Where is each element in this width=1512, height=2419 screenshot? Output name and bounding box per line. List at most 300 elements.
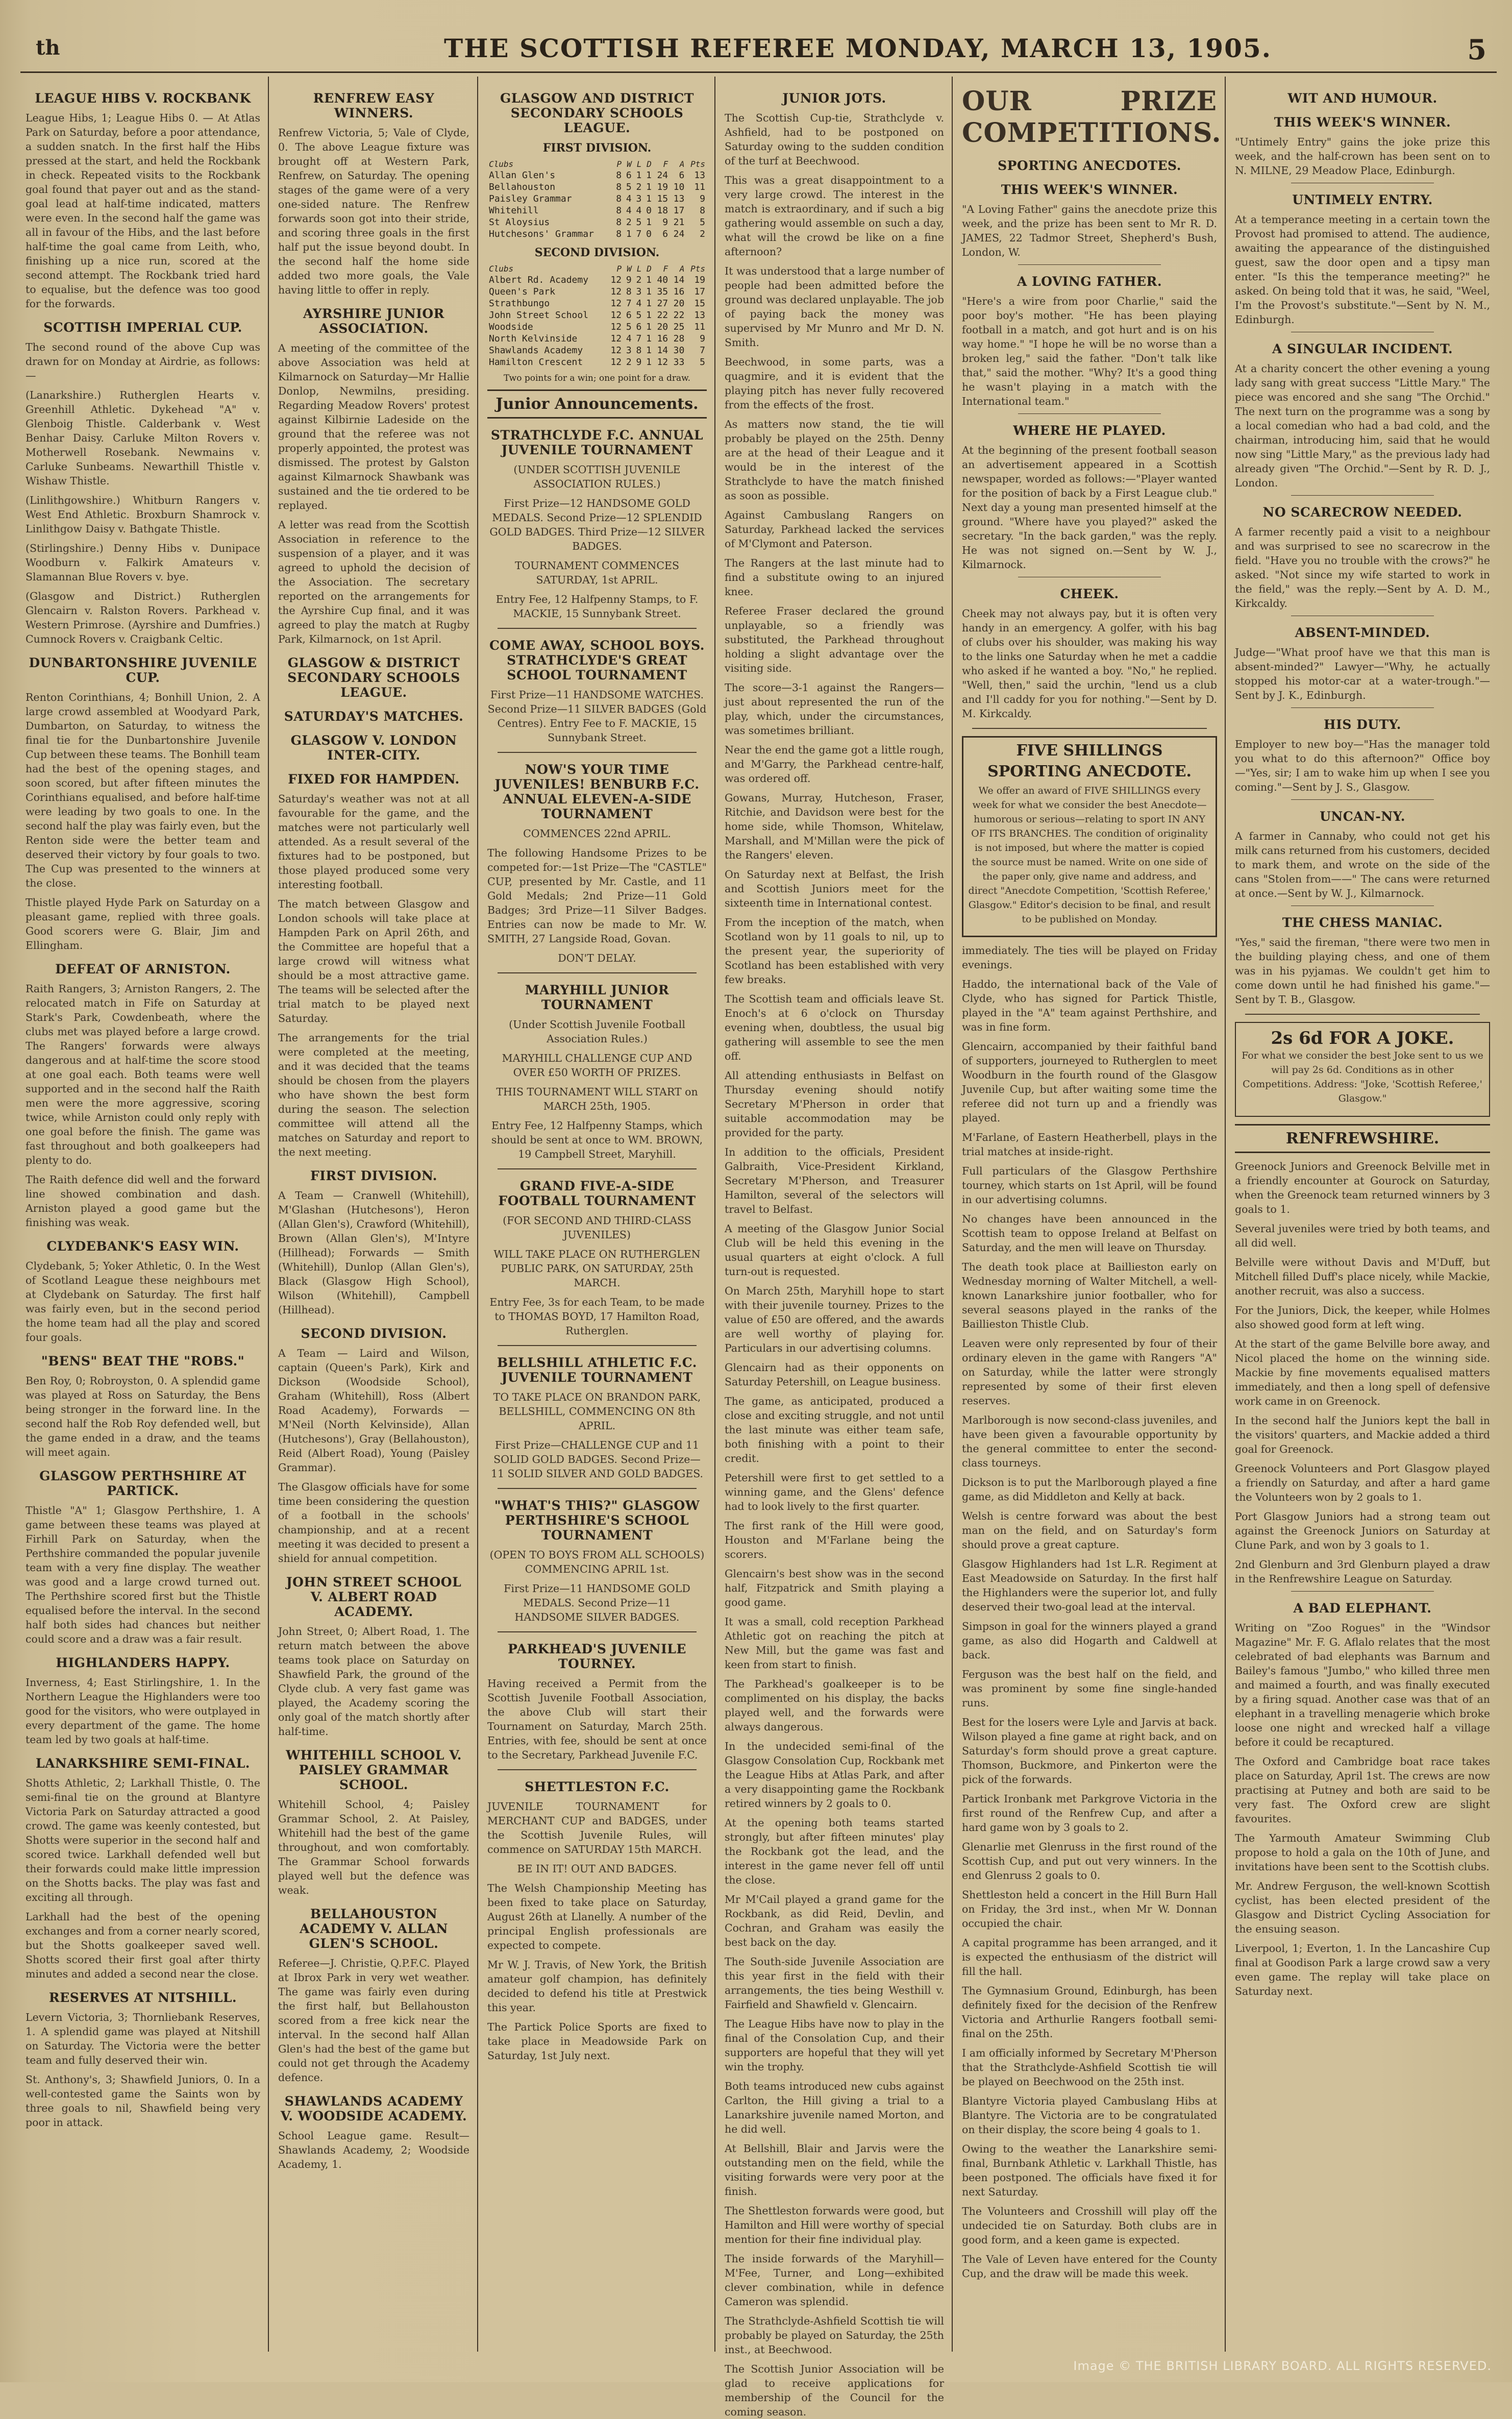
masthead-rule — [20, 71, 1497, 73]
article-paragraph: Mr W. J. Travis, of New York, the British amateur golf champion, has definitely decided to defend his title at Prestwick this year. — [487, 1959, 707, 2014]
table-cell: 7 — [636, 333, 642, 344]
table-header-cell: P — [616, 264, 622, 274]
article-paragraph: It was a small, cold reception Parkhead Athletic got on reaching the pitch at New Mill, but the game was fast and keen from start to finish. — [725, 1616, 944, 1671]
table-cell: 1 — [646, 182, 652, 192]
article-heading: GLASGOW & DISTRICT SECONDARY SCHOOLS LEAGUE. — [287, 655, 460, 700]
table-cell: 24 — [673, 229, 685, 239]
table-cell: 9 — [626, 275, 632, 285]
renfrewshire-news — [1235, 1159, 1490, 1998]
article-heading: THIS WEEK'S WINNER. — [1001, 182, 1178, 197]
article-heading: WIT AND HUMOUR. — [1287, 91, 1437, 106]
table-row — [487, 356, 707, 368]
table-cell: 28 — [673, 333, 685, 344]
article-paragraph: Beechwood, in some parts, was a quagmire, and it is evident that the playing pitch has never fully recovered from the effects of the frost. — [725, 356, 944, 411]
table-cell: 19 — [694, 275, 705, 285]
table-cell: 0 — [646, 205, 652, 216]
article-paragraph: Shotts Athletic, 2; Larkhall Thistle, 0. The semi-final tie on the ground at Blantyre Victoria Park on Saturday attracted a good crowd. The game was keenly contested, but Shotts were superior in the second half and scored twice. Larkhall defended well but their forwards could make little impression on the Shotts backs. The play was fast and exciting all through. — [26, 1777, 260, 1903]
article-paragraph: (Glasgow and District.) Rutherglen Glencairn v. Ralston Rovers. Parkhead v. Western Primrose. (Ayrshire and Dumfries.) Cumnock Rovers v. Craigbank Celtic. — [26, 590, 260, 645]
first-division-heading: FIRST DIVISION. — [542, 141, 652, 155]
article-paragraph: On March 25th, Maryhill hope to start with their juvenile tourney. Prizes to the value of £50 are offered, and the awards are well worthy of playing for. Particulars in our advertising columns. — [725, 1285, 944, 1354]
article-paragraph: The Partick Police Sports are fixed to take place in Meadowside Park on Saturday, 1st July next. — [487, 2021, 707, 2062]
table-cell: 5 — [636, 310, 642, 321]
article-paragraph: Thistle played Hyde Park on Saturday on a pleasant game, replied with three goals. Good scorers were G. Blair, Jim and Ellingham. — [26, 896, 260, 951]
article-heading: SCOTTISH IMPERIAL CUP. — [43, 320, 242, 335]
notice-line: First Prize—11 HANDSOME WATCHES. Second Prize—11 SILVER BADGES (Gold Centres). Entry Fee to F. MACKIE, 15 Sunnybank Street. — [487, 689, 707, 744]
prize-competitions-heading: OUR PRIZE COMPETITIONS. — [962, 86, 1222, 149]
article-paragraph: The Scottish Cup-tie, Strathclyde v. Ashfield, had to be postponed on Saturday owing to the sudden condition of the turf at Beechwood. — [725, 112, 944, 167]
table-cell: 3 — [626, 345, 632, 356]
notice-line: First Prize—CHALLENGE CUP and 11 SOLID GOLD BADGES. Second Prize—11 SOLID SILVER AND GOLD BADGES. — [490, 1439, 704, 1480]
article-paragraph: This was a great disappointment to a very large crowd. The interest in the match is extraordinary, and if such a big gathering would assemble on such a day, what will the crowd be like on a fine afternoon? — [725, 174, 944, 258]
table-cell: 25 — [673, 322, 685, 332]
article-paragraph: Ferguson was the best half on the field, and was prominent by some fine single-handed runs. — [962, 1668, 1217, 1709]
article-paragraph: The Yarmouth Amateur Swimming Club propose to hold a gala on the 10th of June, and invitations have been sent to the Scottish clubs. — [1235, 1832, 1490, 1873]
table-cell: 5 — [636, 217, 642, 228]
table-cell: 18 — [657, 205, 668, 216]
table-cell: 1 — [646, 322, 652, 332]
article-paragraph: Whitehill School, 4; Paisley Grammar School, 2. At Paisley, Whitehill had the best of the game throughout, and won comfortably. The Grammar School forwards played well but the defence was weak. — [278, 1798, 469, 1896]
article-paragraph: Dickson is to put the Marlborough played a fine game, as did Middleton and Kelly at back. — [962, 1476, 1217, 1503]
article-heading: THIS WEEK'S WINNER. — [1274, 115, 1451, 130]
article-paragraph: Employer to new boy—"Has the manager told you what to do this afternoon?" Office boy—"Yes, sir; I am to wake him up when I see you coming."—Sent by J. S., Glasgow. — [1235, 738, 1490, 793]
table-cell: Allan Glen's — [489, 170, 556, 181]
article-paragraph: Greenock Volunteers and Port Glasgow played a friendly on Saturday, and after a hard game the Volunteers won by 2 goals to 1. — [1235, 1462, 1490, 1503]
table-cell: 12 — [657, 357, 668, 368]
joke-box-title: 2s 6d FOR A JOKE. — [1271, 1028, 1454, 1048]
table-cell: 22 — [657, 310, 668, 321]
notice-line: MARYHILL CHALLENGE CUP AND OVER £50 WORTH OF PRIZES. — [502, 1052, 692, 1079]
table-row — [487, 274, 707, 286]
divider — [1245, 1014, 1480, 1015]
table-cell: 6 — [679, 170, 685, 181]
article-paragraph: A farmer in Cannaby, who could not get his milk cans returned from his customers, decided to mark them, and wrote on the side of the cans "Stolen from——" The cans were returned at once.—Sent by W. J., Kilmarnock. — [1235, 830, 1490, 899]
article-paragraph: At Bellshill, Blair and Jarvis were the outstanding men on the field, while the visiting forwards were very poor at the finish. — [725, 2142, 944, 2197]
table-cell: 9 — [700, 193, 705, 204]
table-cell: 1 — [646, 275, 652, 285]
article-heading: DUNBARTONSHIRE JUVENILE CUP. — [29, 655, 257, 685]
table-row — [487, 345, 707, 356]
article-paragraph: (Stirlingshire.) Denny Hibs v. Dunipace Woodburn v. Falkirk Amateurs v. Slamannan Blue Rovers v. bye. — [26, 542, 260, 583]
article-heading: AYRSHIRE JUNIOR ASSOCIATION. — [303, 306, 444, 336]
article-paragraph: Cheek may not always pay, but it is often very handy in an emergency. A golfer, with his bag of clubs over his shoulder, was making his way to the links one Saturday when he met a caddie who asked if he wanted a boy. "No," he replied. "Well, then," said the urchin, "lend us a club and I'll caddy for you for nothing."—Sent by D. M. Kirkcaldy. — [962, 607, 1217, 720]
article-paragraph: Thistle "A" 1; Glasgow Perthshire, 1. A game between these teams was played at Firhill Park on Saturday, when the Perthshire commanded the popular juvenile team with a very fine display. The weather was good and a large crowd turned out. The Perthshire scored first but the Thistle equalised before the interval. In the second half both sides had chances but neither could score and a draw was a fair result. — [26, 1504, 260, 1645]
table-cell: 1 — [646, 286, 652, 297]
section-banner: Junior Announcements. — [487, 389, 707, 419]
notice-line: Entry Fee, 12 Halfpenny Stamps, which should be sent at once to WM. BROWN, 19 Campbell Street, Maryhill. — [491, 1119, 703, 1160]
article-paragraph: Glasgow Highlanders had 1st L.R. Regiment at East Meadowside on Saturday. In the first half the Highlanders were the superior lot, and fully deserved their two-goal lead at the interval. — [962, 1558, 1217, 1613]
table-cell: 6 — [626, 170, 632, 181]
notice-line: THIS TOURNAMENT WILL START on MARCH 25th, 1905. — [496, 1086, 698, 1112]
table-cell: Shawlands Academy — [489, 345, 583, 356]
table-cell: 2 — [636, 182, 642, 192]
article-heading: LEAGUE HIBS V. ROCKBANK — [35, 91, 251, 106]
article-paragraph: The match between Glasgow and London schools will take place at Hampden Park on April 26th, and the Committee are hopeful that a large crowd will witness what should be a most attractive game. The teams will be selected after the trial match to be played next Saturday. — [278, 898, 469, 1024]
article-paragraph: Ben Roy, 0; Robroyston, 0. A splendid game was played at Ross on Saturday, the Bens being stronger in the forward line. In the second half the Rob Roy defended well, but the game ended in a draw, and the teams will meet again. — [26, 1375, 260, 1458]
article-paragraph: Having received a Permit from the Scottish Juvenile Football Association, the above Club will start their Tournament on Saturday, March 25th. Entries, with fee, should be sent at once to the Secretary, Parkhead Juvenile F.C. — [487, 1677, 707, 1761]
article-paragraph: At the start of the game Belville bore away, and Nicol placed the home on the winning side. Mackie by fine movements equalised matters immediately, and then a long spell of defensive work came in on Greenock. — [1235, 1338, 1490, 1407]
article-heading: NO SCARECROW NEEDED. — [1262, 505, 1463, 520]
table-cell: 4 — [626, 205, 632, 216]
table-row — [487, 169, 707, 181]
league-table-second-division — [487, 263, 707, 368]
table-cell: 15 — [694, 298, 705, 309]
article-heading: SPORTING ANECDOTES. — [998, 158, 1181, 173]
article-paragraph: Against Cambuslang Rangers on Saturday, Parkhead lacked the services of M'Clymont and Paterson. — [725, 509, 944, 550]
article-paragraph: A meeting of the committee of the above Association was held at Kilmarnock on Saturday—Mr Hallie Donlop, Newmilns, presiding. Regarding Meadow Rovers' protest against Kilbirnie Ladeside on the ground that the referee was not properly appointed, the protest was dismissed. The protest by Galston against Kilmarnock Shawbank was sustained and the tie ordered to be replayed. — [278, 342, 469, 511]
article-heading: BELLSHILL ATHLETIC F.C. JUVENILE TOURNAMENT — [497, 1355, 697, 1385]
table-cell: 12 — [610, 310, 622, 321]
announcements — [487, 389, 707, 2063]
divider — [1291, 495, 1434, 496]
article-paragraph: Mr. Andrew Ferguson, the well-known Scottish cyclist, has been elected president of the Glasgow and District Cycling Association for the ensuing season. — [1235, 1880, 1490, 1935]
notice-line: (Under Scottish Juvenile Football Association Rules.) — [509, 1018, 685, 1045]
table-cell: 5 — [626, 322, 632, 332]
article-paragraph: M'Farlane, of Eastern Heatherbell, plays in the trial matches at inside-right. — [962, 1131, 1217, 1158]
table-cell: Paisley Grammar — [489, 193, 572, 204]
article-paragraph: The following Handsome Prizes to be competed for:—1st Prize—The "CASTLE" CUP, presented by Mr. Castle, and 11 Gold Medals; 2nd Prize—11 Gold Badges; 3rd Prize—11 Silver Badges. Entries can now be made to Mr. W. SMITH, 27 Langside Road, Govan. — [487, 847, 707, 945]
table-cell: 17 — [673, 205, 685, 216]
column-3 — [487, 82, 707, 2352]
article-paragraph: I am officially informed by Secretary M'Pherson that the Strathclyde-Ashfield Scottish tie will be played on Beechwood on the 25th inst. — [962, 2047, 1217, 2088]
table-cell: 7 — [626, 298, 632, 309]
article-heading: GLASGOW V. LONDON INTER-CITY. — [290, 733, 457, 763]
article-paragraph: (Lanarkshire.) Rutherglen Hearts v. Greenhill Athletic. Dykehead "A" v. Glenboig Thistle. Calderbank v. West Benhar Daisy. Carluke Milton Rovers v. Motherwell Rosebank. Newmains v. Carluke Sunbeams. Newarthill Thistle v. Wishaw Thistle. — [26, 389, 260, 487]
article-paragraph: The Rangers at the last minute had to find a substitute owing to an injured knee. — [725, 557, 944, 598]
article-heading: HIGHLANDERS HAPPY. — [56, 1655, 230, 1670]
table-cell: St Aloysius — [489, 217, 550, 228]
table-cell: Strathbungo — [489, 298, 550, 309]
joke-competition-box — [1235, 1022, 1490, 1117]
table-row — [487, 205, 707, 216]
article-heading: FIXED FOR HAMPDEN. — [288, 772, 460, 787]
table-cell: 13 — [694, 310, 705, 321]
table-row — [487, 321, 707, 333]
notice-line: (FOR SECOND AND THIRD-CLASS JUVENILES) — [503, 1214, 691, 1241]
article-heading: A SINGULAR INCIDENT. — [1272, 341, 1453, 356]
article-paragraph: Glencairn's best show was in the second half, Fitzpatrick and Smith playing a good game. — [725, 1568, 944, 1608]
article-paragraph: A meeting of the Glasgow Junior Social Club will be held this evening in the usual quarters at eight o'clock. A full turn-out is requested. — [725, 1223, 944, 1278]
table-header-cell: Pts — [690, 159, 705, 169]
table-cell: 12 — [610, 298, 622, 309]
notice-line: COMMENCES 22nd APRIL. — [523, 827, 671, 840]
article-paragraph: "Untimely Entry" gains the joke prize this week, and the half-crown has been sent on to N. MILNE, 29 Meadow Place, Edinburgh. — [1235, 136, 1490, 177]
table-cell: 1 — [646, 310, 652, 321]
article-paragraph: The second round of the above Cup was drawn for on Monday at Airdrie, as follows:— — [26, 341, 260, 382]
anecdotes-section — [962, 158, 1217, 729]
article-heading: THE CHESS MANIAC. — [1282, 915, 1443, 930]
table-cell: 4 — [626, 333, 632, 344]
article-heading: "BENS" BEAT THE "ROBS." — [41, 1354, 245, 1369]
notice-line: DON'T DELAY. — [558, 952, 636, 964]
article-paragraph: Referee Fraser declared the ground unplayable, so a friendly was substituted, the Parkhead throughout holding a slight advantage over the visiting side. — [725, 605, 944, 674]
article-paragraph: The Glasgow officials have for some time been considering the question of a football in the schools' championship, and at a recent meeting it was decided to present a shield for annual competition. — [278, 1481, 469, 1565]
article-heading: MARYHILL JUNIOR TOURNAMENT — [525, 983, 670, 1012]
notice-line: WILL TAKE PLACE ON RUTHERGLEN PUBLIC PARK, ON SATURDAY, 25th MARCH. — [493, 1248, 701, 1289]
article-paragraph: Simpson in goal for the winners played a grand game, as also did Hogarth and Caldwell at back. — [962, 1620, 1217, 1661]
schools-league-heading: GLASGOW AND DISTRICT SECONDARY SCHOOLS LEAGUE. — [500, 91, 694, 135]
notice-line: TO TAKE PLACE ON BRANDON PARK, BELLSHILL, COMMENCING ON 8th APRIL. — [493, 1391, 701, 1432]
table-cell: 14 — [673, 275, 685, 285]
table-cell: 1 — [646, 345, 652, 356]
table-cell: 11 — [694, 182, 705, 192]
anecdote-competition-box — [962, 736, 1217, 937]
table-cell: 33 — [673, 357, 685, 368]
article-paragraph: A farmer recently paid a visit to a neighbour and was surprised to see no scarecrow in the field. "Have you no trouble with the crows?" he asked. "Not since my wife started to work in the field," was the reply.—Sent by A. D. M., Kirkcaldy. — [1235, 526, 1490, 609]
table-cell: 30 — [673, 345, 685, 356]
divider — [498, 1345, 697, 1346]
table-cell: 1 — [646, 217, 652, 228]
notice-line: TOURNAMENT COMMENCES SATURDAY, 1st APRIL. — [514, 559, 680, 586]
column-rule — [477, 77, 478, 2352]
table-cell: 4 — [626, 193, 632, 204]
second-division-heading: SECOND DIVISION. — [534, 246, 660, 259]
table-cell: 16 — [673, 286, 685, 297]
article-paragraph: The score—3-1 against the Rangers—just about represented the run of the play, which, under the circumstances, was sometimes brilliant. — [725, 681, 944, 737]
article-paragraph: Best for the losers were Lyle and Jarvis at back. Wilson played a fine game at right back, and on Saturday's form should prove a great capture. Thomson, Buckmore, and Pinkerton were the pick of the forwards. — [962, 1716, 1217, 1786]
article-paragraph: Glencairn had as their opponents on Saturday Petershill, on League business. — [725, 1361, 944, 1388]
anecdote-box-subtitle: SPORTING ANECDOTE. — [987, 763, 1192, 780]
article-heading: ABSENT-MINDED. — [1295, 625, 1430, 640]
article-heading: CLYDEBANK'S EASY WIN. — [46, 1239, 239, 1254]
table-cell: 24 — [657, 170, 668, 181]
table-cell: 8 — [616, 205, 622, 216]
article-paragraph: immediately. The ties will be played on Friday evenings. — [962, 944, 1217, 971]
article-paragraph: JUVENILE TOURNAMENT for MERCHANT CUP and BADGES, under the Scottish Juvenile Rules, will commence on SATURDAY 15th MARCH. — [487, 1800, 707, 1855]
table-cell: 35 — [657, 286, 668, 297]
article-paragraph: In the undecided semi-final of the Glasgow Consolation Cup, Rockbank met the League Hibs at Atlas Park, and after a very disappointing game the Rockbank retired winners by 2 goals to 0. — [725, 1740, 944, 1810]
article-paragraph: A letter was read from the Scottish Association in reference to the suspension of a player, and it was agreed to uphold the decision of the Association. The secretary reported on the arrangements for the Ayrshire Cup final, and it was agreed to play the match at Rugby Park, Kilmarnock, on 1st April. — [278, 519, 469, 645]
table-cell: 20 — [657, 322, 668, 332]
article-paragraph: Judge—"What proof have we that this man is absent-minded?" Lawyer—"Why, he actually stopped his motor-car at a water-trough."—Sent by J. K., Edinburgh. — [1235, 646, 1490, 701]
article-heading: RESERVES AT NITSHILL. — [48, 1990, 237, 2005]
table-cell: 6 — [626, 310, 632, 321]
page-number: 5 — [1467, 33, 1486, 66]
table-cell: Hamilton Crescent — [489, 357, 583, 368]
article-paragraph: Several juveniles were tried by both teams, and all did well. — [1235, 1223, 1490, 1249]
article-paragraph: Inverness, 4; East Stirlingshire, 1. In the Northern League the Highlanders were too good for the visitors, who were outplayed in every department of the game. The home team led by two goals at half-time. — [26, 1676, 260, 1746]
table-row — [487, 286, 707, 298]
article-paragraph: "Here's a wire from poor Charlie," said the poor boy's mother. "He has been playing football in a match, and got hurt and is on his way home." "I hope he will be no worse than a broken leg," said the father. "Don't talk like that," said the mother. "Why? It's a good thing he wasn't playing in a match with the International team." — [962, 295, 1217, 407]
column-rule — [714, 77, 715, 2352]
table-cell: 19 — [657, 182, 668, 192]
article-paragraph: Welsh is centre forward was about the best man on the field, and on Saturday's form should prove a great capture. — [962, 1510, 1217, 1551]
divider — [498, 1168, 697, 1169]
article-heading: HIS DUTY. — [1324, 717, 1401, 732]
table-cell: 17 — [694, 286, 705, 297]
table-row — [487, 216, 707, 228]
table-cell: 7 — [636, 229, 642, 239]
article-heading: NOW'S YOUR TIME JUVENILES! BENBURB F.C. ANNUAL ELEVEN-A-SIDE TOURNAMENT — [494, 762, 700, 821]
article-paragraph: Raith Rangers, 3; Arniston Rangers, 2. The relocated match in Fife on Saturday at Stark's Park, Cowdenbeath, where the clubs met was played before a large crowd. The Rangers' forwards were always dangerous and at half-time the score stood at one goal each. Both teams were well supported and in the second half the Raith men were the more aggressive, scoring twice, while Arniston could only reply with one goal before the finish. The game was fast throughout and both goalkeepers had plenty to do. — [26, 983, 260, 1166]
article-heading: JOHN STREET SCHOOL V. ALBERT ROAD ACADEMY. — [286, 1575, 462, 1619]
table-cell: 15 — [657, 193, 668, 204]
table-cell: 40 — [657, 275, 668, 285]
anecdote-box-body: We offer an award of FIVE SHILLINGS every week for what we consider the best Anecdote—humorous or serious—relating to sport IN ANY OF ITS BRANCHES. The condition of originality is not imposed, but where the matter is copied the source must be named. Write on one side of the paper only, give name and address, and direct "Anecdote Competition, 'Scottish Referee,' Glasgow." Editor's decision to be final, and result to be published on Monday. — [968, 785, 1211, 925]
table-cell: 2 — [700, 229, 705, 239]
article-paragraph: As matters now stand, the tie will probably be played on the 25th. Denny are at the head of their League and it would be in the interest of the Strathclyde to have the match finished as soon as possible. — [725, 418, 944, 502]
column-6 — [1235, 82, 1490, 2352]
joke-box-body: For what we consider the best Joke sent to us we will pay 2s 6d. Conditions as in other Competitions. Address: "Joke, 'Scottish Referee,' Glasgow." — [1242, 1050, 1483, 1104]
article-paragraph: The Shettleston forwards were good, but Hamilton and Hill were worthy of special mention for their fine individual play. — [725, 2205, 944, 2245]
article-paragraph: Port Glasgow Juniors had a strong team out against the Greenock Juniors on Saturday at Clune Park, and won by 3 goals to 1. — [1235, 1510, 1490, 1551]
article-heading: SHETTLESTON F.C. — [525, 1779, 670, 1794]
article-paragraph: Glencairn, accompanied by their faithful band of supporters, journeyed to Rutherglen to meet Woodburn in the fourth round of the Glasgow Juvenile Cup, but after waiting some time the referee did not turn up and a friendly was played. — [962, 1040, 1217, 1124]
divider — [972, 728, 1207, 729]
article-paragraph: At a temperance meeting in a certain town the Provost had promised to attend. The audience, awaiting the appearance of the distinguished guest, saw the door open and a tipsy man enter. "Is this the temperance meeting?" he asked. On being told that it was, he said, "Weel, I'm the Provost's substitute."—Sent by N. M., Edinburgh. — [1235, 213, 1490, 326]
table-row — [487, 228, 707, 240]
article-paragraph: A Team — Cranwell (Whitehill), M'Glashan (Hutchesons'), Heron (Allan Glen's), Crawford (Whitehill), Brown (Allan Glen's), M'Intyre (Hillhead); Forwards — Smith (Whitehill), Dunlop (Allan Glen's), Black (Glasgow High School), Wilson (Whitehill), Campbell (Hillhead). — [278, 1189, 469, 1316]
image-credit: Image © THE BRITISH LIBRARY BOARD. ALL RIGHTS RESERVED. — [1073, 2359, 1492, 2373]
article-heading: A LOVING FATHER. — [1017, 274, 1162, 289]
article-heading: STRATHCLYDE F.C. ANNUAL JUVENILE TOURNAMENT — [490, 428, 704, 457]
table-cell: 6 — [662, 229, 668, 239]
masthead-title: THE SCOTTISH REFEREE MONDAY, MARCH 13, 1905. — [444, 33, 1272, 63]
article-paragraph: Gowans, Murray, Hutcheson, Fraser, Ritchie, and Davidson were best for the home side, while Thomson, Whitelaw, Marshall, and M'Millan were the pick of the Rangers' eleven. — [725, 792, 944, 861]
table-cell: 22 — [673, 310, 685, 321]
table-cell: 13 — [694, 170, 705, 181]
article-paragraph: Petershill were first to get settled to a winning game, and the Glens' defence had to look lively to the first quarter. — [725, 1472, 944, 1512]
table-header-cell: F — [663, 159, 668, 169]
column-rule — [268, 77, 269, 2352]
table-cell: 3 — [636, 193, 642, 204]
article-heading: RENFREW EASY WINNERS. — [313, 91, 435, 120]
table-cell: 7 — [700, 345, 705, 356]
table-cell: 2 — [636, 275, 642, 285]
table-cell: 5 — [700, 217, 705, 228]
article-paragraph: The first rank of the Hill were good, Houston and M'Farlane being the scorers. — [725, 1520, 944, 1560]
article-heading: COME AWAY, SCHOOL BOYS. STRATHCLYDE'S GREAT SCHOOL TOURNAMENT — [489, 638, 705, 682]
table-header-cell: A — [679, 159, 685, 169]
table-note: Two points for a win; one point for a draw. — [503, 373, 691, 383]
article-heading: LANARKSHIRE SEMI-FINAL. — [36, 1756, 250, 1771]
article-paragraph: A capital programme has been arranged, and it is expected the enthusiasm of the district will fill the hall. — [962, 1937, 1217, 1977]
table-row — [487, 181, 707, 193]
article-heading: CHEEK. — [1060, 587, 1119, 601]
article-paragraph: Glenarlie met Glenruss in the first round of the Scottish Cup, and put out very winners. In the end Glenruss 2 goals to 0. — [962, 1841, 1217, 1882]
article-paragraph: Clydebank, 5; Yoker Athletic, 0. In the West of Scotland League these neighbours met at Clydebank on Saturday. The first half was fairly even, but in the second period the home team had all the play and scored four goals. — [26, 1260, 260, 1343]
table-cell: 12 — [610, 286, 622, 297]
notice-line: Entry Fee, 12 Halfpenny Stamps, to F. MACKIE, 15 Sunnybank Street. — [495, 593, 699, 620]
table-header-cell: L — [636, 264, 642, 274]
table-cell: Woodside — [489, 322, 533, 332]
column-4 — [725, 82, 944, 2418]
table-cell: Queen's Park — [489, 286, 556, 297]
article-paragraph: Leaven were only represented by four of their ordinary eleven in the game with Rangers "A" on Saturday, while the latter were strongly represented by some of their first eleven reserves. — [962, 1337, 1217, 1407]
renfrewshire-heading: RENFREWSHIRE. — [1235, 1124, 1490, 1153]
article-paragraph: Levern Victoria, 3; Thornliebank Reserves, 1. A splendid game was played at Nitshill on Saturday. The Victoria were the better team and fully deserved their win. — [26, 2011, 260, 2066]
article-paragraph: "Yes," said the fireman, "there were two men in the building playing chess, and one of them was in his pyjamas. We couldn't get him to come down until he had finished his game."—Sent by T. B., Glasgow. — [1235, 936, 1490, 1006]
article-paragraph: Owing to the weather the Lanarkshire semi-final, Burnbank Athletic v. Larkhall Thistle, has been postponed. The officials have fixed it for next Saturday. — [962, 2143, 1217, 2198]
article-paragraph: School League game. Result—Shawlands Academy, 2; Woodside Academy, 1. — [278, 2130, 469, 2170]
notice-line: (UNDER SCOTTISH JUVENILE ASSOCIATION RULES.) — [513, 463, 681, 490]
article-paragraph: All attending enthusiasts in Belfast on Thursday evening should notify Secretary M'Pherson in order that suitable accommodation may be provided for the party. — [725, 1069, 944, 1139]
article-heading: GRAND FIVE-A-SIDE FOOTBALL TOURNAMENT — [498, 1179, 696, 1208]
league-table-first-division — [487, 159, 707, 240]
table-cell: 1 — [646, 193, 652, 204]
article-heading: WHITEHILL SCHOOL V. PAISLEY GRAMMAR SCHOOL. — [286, 1748, 462, 1792]
table-cell: 8 — [616, 229, 622, 239]
table-cell: 8 — [616, 182, 622, 192]
divider — [1291, 1591, 1434, 1592]
article-paragraph: Liverpool, 1; Everton, 1. In the Lancashire Cup final at Goodison Park a large crowd saw a very even game. The replay will take place on Saturday next. — [1235, 1942, 1490, 1997]
article-heading: PARKHEAD'S JUVENILE TOURNEY. — [508, 1642, 686, 1671]
table-cell: 27 — [657, 298, 668, 309]
article-paragraph: The Welsh Championship Meeting has been fixed to take place on Saturday, August 26th at Llanelly. A number of the principal English professionals are expected to compete. — [487, 1882, 707, 1951]
article-paragraph: The League Hibs have now to play in the final of the Consolation Cup, and their supporters are hopeful that they will yet win the trophy. — [725, 2018, 944, 2073]
table-cell: 1 — [626, 229, 632, 239]
article-paragraph: The Parkhead's goalkeeper is to be complimented on his display, the backs played well, and the forwards were always dangerous. — [725, 1678, 944, 1733]
article-paragraph: St. Anthony's, 3; Shawfield Juniors, 0. In a well-contested game the Saints won by three goals to nil, Shawfield being very poor in attack. — [26, 2073, 260, 2129]
article-paragraph: Both teams introduced new cubs against Carlton, the Hill giving a trial to a Lanarkshire juvenile named Morton, and he did well. — [725, 2080, 944, 2135]
table-header-cell: D — [647, 264, 652, 274]
article-paragraph: Writing on "Zoo Rogues" in the "Windsor Magazine" Mr. F. G. Aflalo relates that the most celebrated of bad elephants was Barnum and Bailey's famous "Jumbo," who killed three men and maimed a fourth, and was finally executed by a firing squad. Another case was that of an elephant in a travelling menagerie which broke loose one night and wrecked half a village before it could be recaptured. — [1235, 1622, 1490, 1748]
article-paragraph: Marlborough is now second-class juveniles, and have been given a favourable opportunity by the general committee to enter the second-class tourneys. — [962, 1414, 1217, 1469]
article-heading: SECOND DIVISION. — [301, 1326, 447, 1341]
article-paragraph: Larkhall had the best of the opening exchanges and from a corner nearly scored, but the Shotts goalkeeper saved well. Shotts scored their first goal after thirty minutes and added a second near the close. — [26, 1911, 260, 1980]
table-cell: 2 — [626, 357, 632, 368]
table-header-cell: D — [647, 159, 652, 169]
table-cell: 8 — [700, 205, 705, 216]
article-paragraph: Mr M'Cail played a grand game for the Rockbank, as did Reid, Devlin, and Cochran, and Graham was easily the best back on the day. — [725, 1893, 944, 1948]
table-cell: 4 — [636, 298, 642, 309]
table-cell: 21 — [673, 217, 685, 228]
article-paragraph: Full particulars of the Glasgow Perthshire tourney, which starts on 1st April, will be found in our advertising columns. — [962, 1165, 1217, 1206]
notice-line: First Prize—12 HANDSOME GOLD MEDALS. Second Prize—12 SPLENDID GOLD BADGES. Third Prize—12 SILVER BADGES. — [489, 497, 705, 552]
divider — [498, 972, 697, 973]
table-cell: 14 — [657, 345, 668, 356]
article-paragraph: Blantyre Victoria played Cambuslang Hibs at Blantyre. The Victoria are to be congratulated on their display, the score being 4 goals to 1. — [962, 2095, 1217, 2136]
table-header-cell: A — [679, 264, 685, 274]
notice-line: (OPEN TO BOYS FROM ALL SCHOOLS) COMMENCING APRIL 1st. — [489, 1549, 705, 1575]
article-heading: FIRST DIVISION. — [310, 1168, 438, 1183]
article-paragraph: Saturday's weather was not at all favourable for the game, and the matches were not particularly well attended. As a result several of the fixtures had to be postponed, but those played produced some very interesting football. — [278, 793, 469, 891]
divider — [1291, 707, 1434, 708]
notice-line: First Prize—11 HANDSOME GOLD MEDALS. Second Prize—11 HANDSOME SILVER BADGES. — [504, 1582, 690, 1623]
article-heading: GLASGOW PERTHSHIRE AT PARTICK. — [39, 1469, 246, 1498]
article-paragraph: The inside forwards of the Maryhill—M'Fee, Turner, and Long—exhibited clever combination, while in defence Cameron was splendid. — [725, 2253, 944, 2308]
divider — [498, 1769, 697, 1770]
table-header-cell: F — [663, 264, 668, 274]
table-cell: 3 — [636, 286, 642, 297]
article-heading: WHERE HE PLAYED. — [1013, 423, 1166, 438]
article-paragraph: No changes have been announced in the Scottish team to oppose Ireland at Belfast on Saturday, and the men will leave on Thursday. — [962, 1213, 1217, 1254]
table-cell: 9 — [700, 333, 705, 344]
masthead-fragment: th — [36, 36, 60, 60]
notice-line: BE IN IT! OUT AND BADGES. — [517, 1863, 677, 1875]
column-rule — [1225, 77, 1226, 2352]
table-cell: 2 — [626, 217, 632, 228]
article-paragraph: On Saturday next at Belfast, the Irish and Scottish Juniors meet for the sixteenth time in International contest. — [725, 868, 944, 909]
article-paragraph: "A Loving Father" gains the anecdote prize this week, and the prize has been sent to Mr R. D. JAMES, 22 Tadmor Street, Shepherd's Bush, London, W. — [962, 203, 1217, 258]
article-paragraph: League Hibs, 1; League Hibs 0. — At Atlas Park on Saturday, before a poor attendance, a sudden snatch. In the first half the Hibs pressed at the start, and held the Rockbank in check. Repeated visits to the Rockbank goal found that payer out and as the stand-goal lead at half-time indicated, matters were even. In the second half the game was all in favour of the Hibs, and the last before half-time the goal came from Leith, who, finishing up a nice run, scored at the second attempt. The Rockbank tried hard to equalise, but the defence was too good for the forwards. — [26, 112, 260, 310]
article-heading: A BAD ELEPHANT. — [1293, 1601, 1432, 1616]
article-paragraph: John Street, 0; Albert Road, 1. The return match between the above teams took place on Saturday on Shawfield Park, the ground of the Clyde club. A very fast game was played, the Academy scoring the only goal of the match shortly after half-time. — [278, 1625, 469, 1738]
table-cell: 12 — [610, 345, 622, 356]
divider — [498, 1488, 697, 1489]
column-5 — [962, 82, 1222, 2352]
table-header-cell: P — [616, 159, 622, 169]
table-cell: 8 — [616, 170, 622, 181]
article-paragraph: A Team — Laird and Wilson, captain (Queen's Park), Kirk and Dickson (Woodside School), Graham (Whitehill), Ross (Albert Road Academy), Forwards — M'Neil (North Kelvinside), Allan (Hutchesons'), Gray (Bellahouston), Reid (Albert Road), Young (Paisley Grammar). — [278, 1347, 469, 1474]
table-cell: Bellahouston — [489, 182, 556, 192]
article-paragraph: At the opening both teams started strongly, but after fifteen minutes' play the Rockbank got the lead, and the interest in the game never fell off until the close. — [725, 1817, 944, 1886]
article-heading: BELLAHOUSTON ACADEMY V. ALLAN GLEN'S SCHOOL. — [300, 1907, 448, 1951]
article-paragraph: Referee—J. Christie, Q.P.F.C. Played at Ibrox Park in very wet weather. The game was fairly even during the first half, but Bellahouston scored from a free kick near the interval. In the second half Allan Glen's had the best of the game but could not get through the Academy defence. — [278, 1957, 469, 2084]
masthead — [36, 28, 1492, 69]
article-heading: SATURDAY'S MATCHES. — [284, 709, 464, 724]
table-header-cell: Clubs — [489, 159, 514, 169]
article-paragraph: Belville were without Davis and M'Duff, but Mitchell filled Duff's place nicely, while Mackie, another recruit, was also a success. — [1235, 1256, 1490, 1297]
